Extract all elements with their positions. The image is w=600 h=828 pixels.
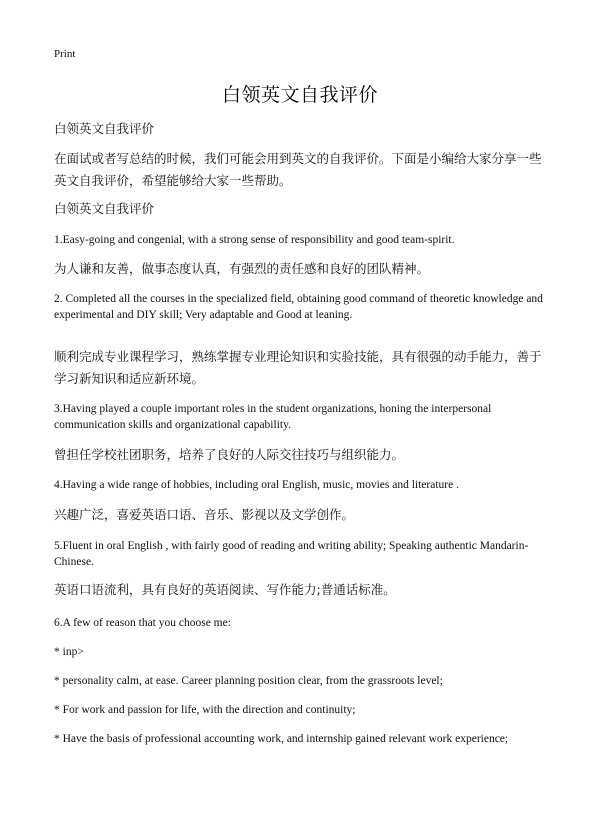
item-2-chinese: 顺利完成专业课程学习，熟练掌握专业理论知识和实验技能，具有很强的动手能力，善于学习新知识和适应新环境。 [54, 349, 542, 386]
bullet-4: * Have the basis of professional accounting work, and internship gained relevant work experience; [54, 733, 509, 745]
item-4-chinese: 兴趣广泛，喜爱英语口语、音乐、影视以及文学创作。 [54, 507, 355, 522]
intro-paragraph: 在面试或者写总结的时候，我们可能会用到英文的自我评价。下面是小编给大家分享一些英文自我评价，希望能够给大家一些帮助。 [54, 151, 542, 188]
page-title: 白领英文自我评价 [221, 84, 378, 106]
subtitle: 白领英文自我评价 [54, 121, 155, 136]
item-1-english: 1.Easy-going and congenial, with a strong sense of responsibility and good team-spirit. [54, 234, 455, 246]
bullet-3: * For work and passion for life, with the direction and continuity; [54, 704, 356, 716]
print-label: Print [54, 48, 76, 60]
reasons-heading: 6.A few of reason that you choose me: [54, 617, 231, 629]
item-3-english: 3.Having played a couple important roles in the student organizations, honing the interpersonal communication skills and organizational capability. [54, 403, 492, 431]
item-1-chinese: 为人谦和友善，做事态度认真，有强烈的责任感和良好的团队精神。 [54, 261, 430, 276]
item-5-chinese: 英语口语流利，具有良好的英语阅读、写作能力;普通话标准。 [54, 582, 396, 597]
item-2-english: 2. Completed all the courses in the specialized field, obtaining good command of theoretic knowledge and experimental and DIY skill; Very adaptable and Good at leaning. [54, 293, 543, 321]
item-3-chinese: 曾担任学校社团职务，培养了良好的人际交往技巧与组织能力。 [54, 447, 405, 462]
item-4-english: 4.Having a wide range of hobbies, including oral English, music, movies and literature . [54, 479, 459, 491]
bullet-2: * personality calm, at ease. Career planning position clear, from the grassroots level; [54, 675, 443, 687]
section-heading: 白领英文自我评价 [54, 201, 155, 216]
bullet-1: * inp> [54, 646, 84, 658]
item-5-english: 5.Fluent in oral English , with fairly good of reading and writing ability; Speaking authentic Mandarin-Chinese. [54, 540, 529, 568]
